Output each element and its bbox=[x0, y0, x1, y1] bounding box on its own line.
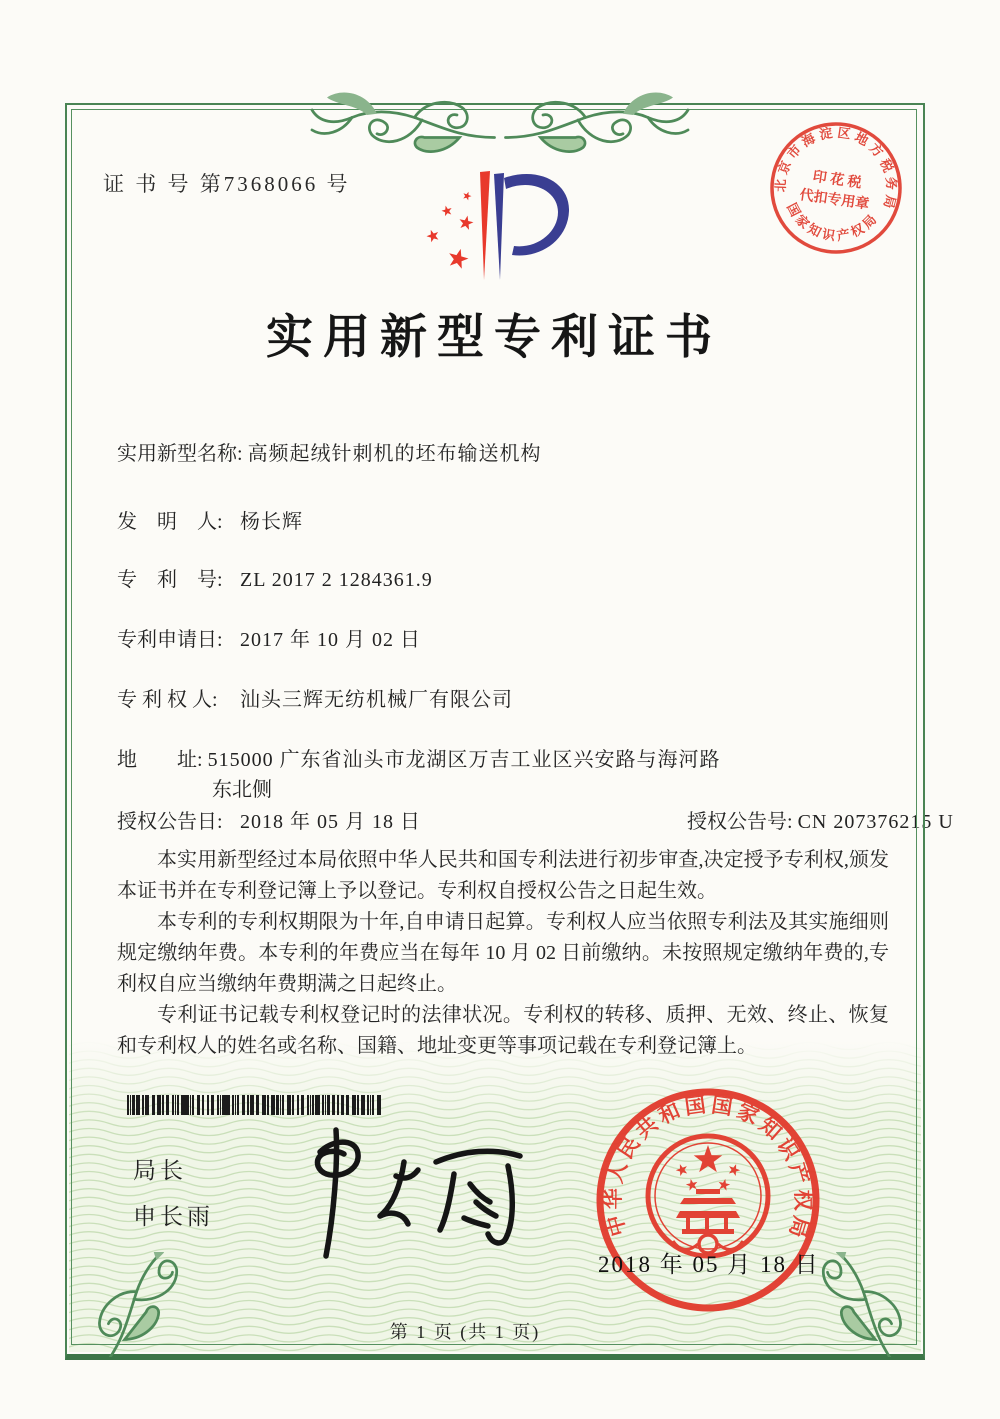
seal-ring-text: 中华人民共和国国家知识产权局 bbox=[600, 1092, 816, 1241]
field-label: 发 明 人: bbox=[117, 511, 223, 533]
tax-stamp-seal bbox=[757, 109, 915, 267]
grant-no-label: 授权公告号: bbox=[687, 811, 793, 833]
legal-text-block bbox=[117, 845, 889, 1062]
field-value: 汕头三辉无纺机械厂有限公司 bbox=[240, 689, 513, 711]
field-value: 高频起绒针刺机的坯布输送机构 bbox=[247, 443, 542, 465]
top-center-flourish-ornament bbox=[275, 58, 725, 153]
paragraph-term-fees: 本专利的专利权期限为十年,自申请日起算。专利权人应当依照专利法及其实施细则规定缴纳年费。本专利的年费应当在每年 10 月 02 日前缴纳。未按照规定缴纳年费的,专利权自应当缴纳年费期满之日起终止。 bbox=[117, 911, 889, 995]
national-emblem-icon bbox=[648, 1136, 768, 1256]
field-value: ZL 2017 2 1284361.9 bbox=[240, 569, 433, 591]
grant-date-value: 2018 年 05 月 18 日 bbox=[240, 811, 421, 833]
cnipa-ip-logo bbox=[420, 156, 580, 292]
logo-blue-bowl bbox=[504, 174, 569, 256]
commissioner-name-label: 申长雨 bbox=[133, 1204, 214, 1229]
paragraph-grant-statement: 本实用新型经过本局依照中华人民共和国专利法进行初步审查,决定授予专利权,颁发本证书并在专利登记簿上予以登记。专利权自授权公告之日起生效。 bbox=[117, 849, 889, 902]
logo-blue-stroke bbox=[494, 173, 504, 280]
tax-stamp-ring-top-text: 北京市海淀区地方税务局 bbox=[772, 124, 900, 210]
tax-stamp-line2: 代扣专用章 bbox=[798, 188, 870, 213]
seal-date: 2018 年 05 月 18 日 bbox=[598, 1252, 820, 1277]
field-value: 杨长辉 bbox=[240, 511, 303, 533]
paragraph-register-status: 专利证书记载专利权登记时的法律状况。专利权的转移、质押、无效、终止、恢复和专利权人的姓名或名称、国籍、地址变更等事项记载在专利登记簿上。 bbox=[117, 1004, 889, 1057]
field-label: 专 利 号: bbox=[117, 569, 223, 591]
logo-red-wedge bbox=[480, 171, 490, 280]
field-label: 实用新型名称: bbox=[117, 443, 243, 465]
field-label: 地 址: bbox=[117, 749, 203, 771]
logo-stars-icon bbox=[425, 190, 475, 269]
commissioner-role-label: 局长 bbox=[133, 1158, 187, 1183]
field-value: 2017 年 10 月 02 日 bbox=[240, 629, 421, 651]
certificate-title: 实用新型专利证书 bbox=[266, 312, 722, 364]
cnipa-official-seal bbox=[586, 1078, 830, 1326]
field-value: 515000 广东省汕头市龙湖区万吉工业区兴安路与海河路 bbox=[207, 749, 721, 771]
barcode bbox=[127, 1095, 381, 1115]
field-label: 专利申请日: bbox=[117, 629, 223, 651]
field-address-line2: 东北侧 bbox=[212, 779, 272, 801]
tax-stamp-ring-bottom-text: 国家知识产权局 bbox=[784, 200, 880, 244]
page-number: 第 1 页 (共 1 页) bbox=[389, 1322, 541, 1342]
grant-date-label: 授权公告日: bbox=[117, 811, 223, 833]
commissioner-signature bbox=[268, 1118, 538, 1268]
tax-stamp-line1: 印 花 税 bbox=[811, 169, 863, 192]
field-label: 专 利 权 人: bbox=[117, 689, 218, 711]
certificate-number: 证 书 号 第7368066 号 bbox=[103, 172, 351, 196]
grant-no-value: CN 207376215 U bbox=[797, 811, 954, 833]
